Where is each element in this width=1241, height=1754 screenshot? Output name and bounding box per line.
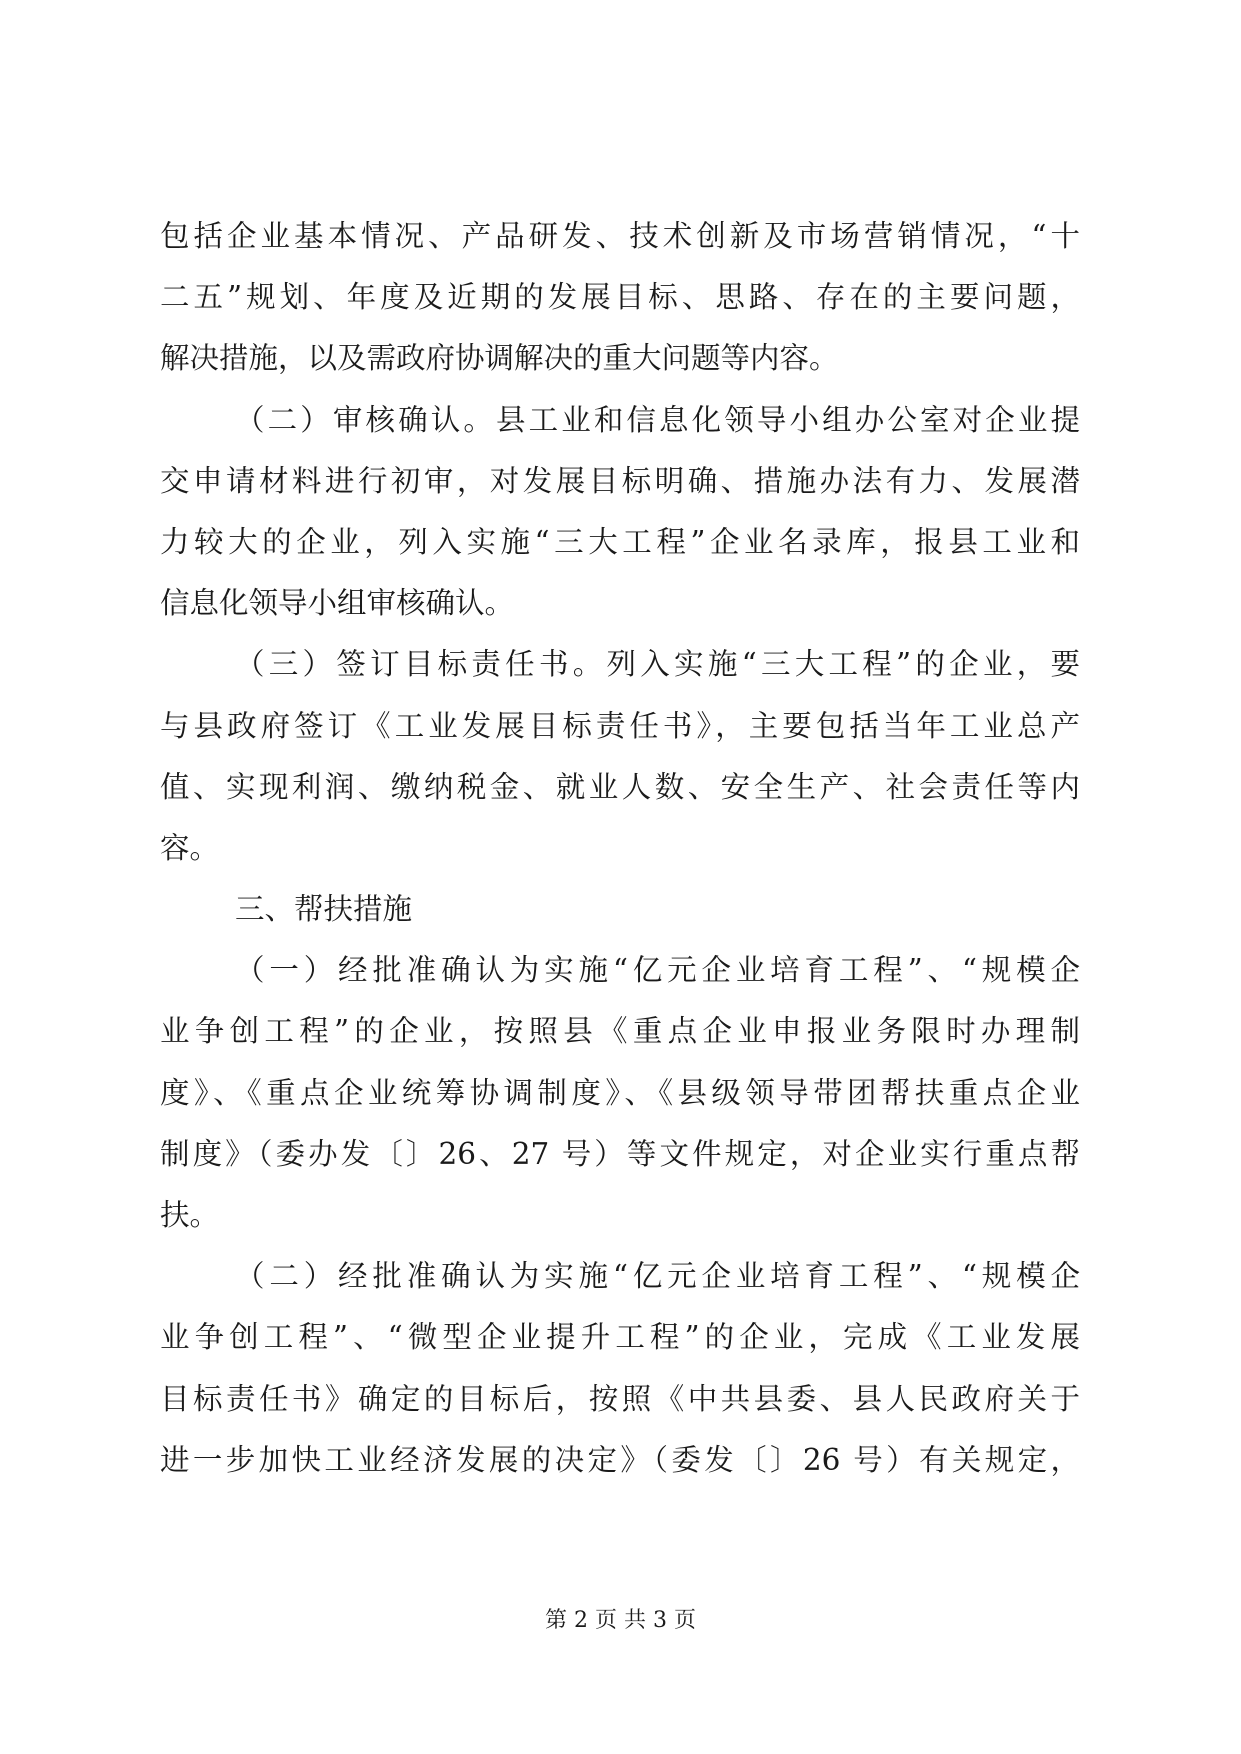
document-body: [160, 206, 1080, 1491]
section-heading: 三、帮扶措施: [235, 892, 413, 927]
text-line: 度》、《重点企业统筹协调制度》、《县级领导带团帮扶重点企业: [160, 1075, 1080, 1110]
text-line: 值、实现利润、缴纳税金、就业人数、安全生产、社会责任等内: [160, 769, 1080, 804]
text-line: 进一步加快工业经济发展的决定》（委发〔〕26 号）有关规定，: [160, 1442, 1080, 1477]
text-line: 信息化领导小组审核确认。: [160, 586, 515, 621]
text-line: （二）经批准确认为实施“亿元企业培育工程”、“规模企: [235, 1259, 1080, 1294]
text-line: 业争创工程”的企业，按照县《重点企业申报业务限时办理制: [160, 1014, 1080, 1049]
text-line: （三）签订目标责任书。列入实施“三大工程”的企业，要: [235, 647, 1080, 682]
text-line: 二五”规划、年度及近期的发展目标、思路、存在的主要问题，: [160, 280, 1080, 315]
text-line: （一）经批准确认为实施“亿元企业培育工程”、“规模企: [235, 953, 1080, 988]
text-line: 业争创工程”、“微型企业提升工程”的企业，完成《工业发展: [160, 1320, 1080, 1355]
text-line: 解决措施，以及需政府协调解决的重大问题等内容。: [160, 341, 839, 376]
text-line: 力较大的企业，列入实施“三大工程”企业名录库，报县工业和: [160, 524, 1080, 559]
text-line: 制度》（委办发〔〕26、27 号）等文件规定，对企业实行重点帮: [160, 1136, 1080, 1171]
text-line: 与县政府签订《工业发展目标责任书》，主要包括当年工业总产: [160, 708, 1080, 743]
page-number: 第 2 页 共 3 页: [545, 1608, 696, 1633]
text-line: 交申请材料进行初审，对发展目标明确、措施办法有力、发展潜: [160, 463, 1080, 498]
text-line: （二）审核确认。县工业和信息化领导小组办公室对企业提: [235, 402, 1080, 437]
text-line: 容。: [160, 830, 220, 865]
text-line: 扶。: [160, 1198, 220, 1232]
text-line: 包括企业基本情况、产品研发、技术创新及市场营销情况，“十: [160, 219, 1080, 253]
text-line: 目标责任书》确定的目标后，按照《中共县委、县人民政府关于: [160, 1381, 1080, 1416]
